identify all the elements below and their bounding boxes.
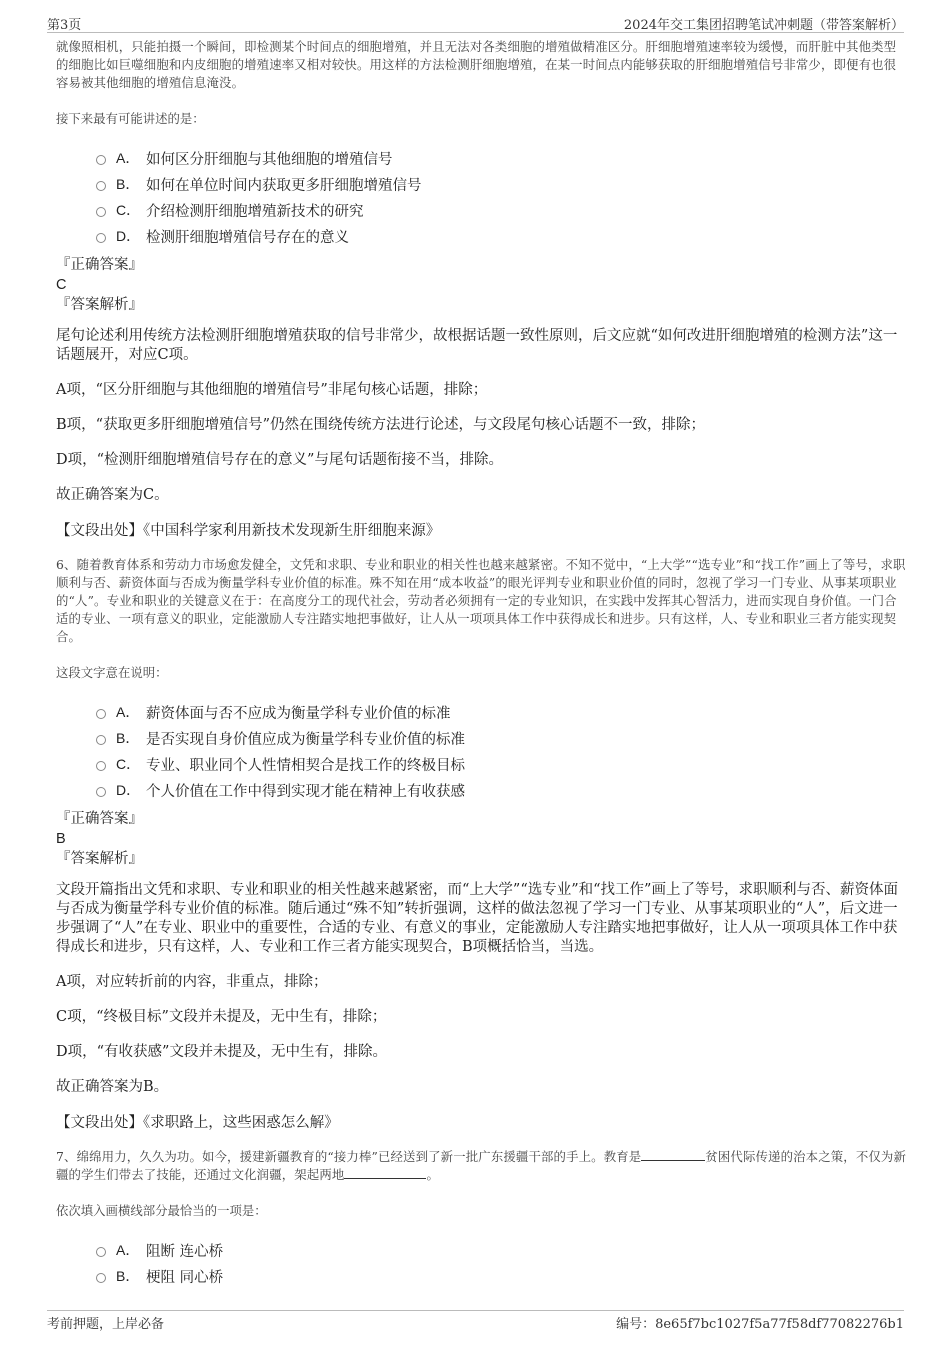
- question-6-source: 【文段出处】《求职路上，这些困惑怎么解》: [56, 1115, 339, 1131]
- question-5-option-c[interactable]: [96, 197, 906, 223]
- analysis-paragraph: 尾句论述利用传统方法检测肝细胞增殖获取的信号非常少，故根据话题一致性原则，后文应就“如何改进肝细胞增殖的检测方法”这一话题展开，对应C项。: [56, 328, 898, 363]
- question-5-options: [96, 145, 906, 249]
- analysis-label: 『答案解析』: [56, 297, 143, 313]
- radio-icon[interactable]: [96, 181, 106, 191]
- page-header: [0, 0, 950, 34]
- analysis-paragraph: B项，“获取更多肝细胞增殖信号”仍然在围绕传统方法进行论述，与文段尾句核心话题不一致，排除；: [56, 417, 705, 433]
- question-6-options: [96, 699, 906, 803]
- answer-label: 『正确答案』: [56, 811, 143, 827]
- answer-label: 『正确答案』: [56, 257, 143, 273]
- option-text: 介绍检测肝细胞增殖新技术的研究: [146, 203, 364, 220]
- question-5-prompt: 接下来最有可能讲述的是：: [56, 111, 205, 126]
- option-text: 如何区分肝细胞与其他细胞的增殖信号: [146, 151, 393, 168]
- footer-serial: 编号：8e65f7bc1027f5a77f58df77082276b1: [616, 1317, 904, 1332]
- radio-icon[interactable]: [96, 761, 106, 771]
- question-6-analysis: [56, 881, 906, 1097]
- radio-icon[interactable]: [96, 155, 106, 165]
- passage-text: 贫困代际传递的治本之策，不仅为新疆的学生们带去了技能，还通过文化润疆，架起两地: [56, 1149, 906, 1182]
- question-7-passage: [56, 1148, 906, 1184]
- option-letter: C．: [116, 202, 141, 218]
- option-text: 是否实现自身价值应成为衡量学科专业价值的标准: [146, 731, 465, 748]
- question-6-option-a[interactable]: [96, 699, 906, 725]
- option-text: 薪资体面与否不应成为衡量学科专业价值的标准: [146, 705, 451, 722]
- option-letter: B．: [116, 176, 140, 192]
- radio-icon[interactable]: [96, 233, 106, 243]
- option-letter: D．: [116, 228, 141, 244]
- question-5-option-b[interactable]: [96, 171, 906, 197]
- radio-icon[interactable]: [96, 1247, 106, 1257]
- footer-divider: [47, 1310, 904, 1311]
- fill-blank-2: [344, 1167, 426, 1179]
- passage-text: 。: [426, 1167, 439, 1182]
- question-7-prompt: 依次填入画横线部分最恰当的一项是：: [56, 1203, 267, 1218]
- page-number: 第3页: [47, 18, 82, 33]
- option-letter: D．: [116, 782, 141, 798]
- analysis-paragraph: 文段开篇指出文凭和求职、专业和职业的相关性越来越紧密，而“上大学”“选专业”和“找工作”画上了等号，求职顺利与否、薪资体面与否成为衡量学科专业价值的标准。随后通过“殊不知”转折强调，这样的做法忽视了学习一门专业、从事某项职业的“人”，后文进一步强调了“人”在专业、职业中的重要性，合适的专业、有意义的事业，定能激励人专注踏实地把事做好，让人从一项项具体工作中获得成长和进步，只有这样，人、专业和工作三者方能实现契合，B项概括恰当，当选。: [56, 882, 898, 955]
- option-letter: B．: [116, 1268, 140, 1284]
- question-6-option-d[interactable]: [96, 777, 906, 803]
- option-text: 梗阻 同心桥: [146, 1269, 224, 1286]
- radio-icon[interactable]: [96, 735, 106, 745]
- option-letter: B．: [116, 730, 140, 746]
- option-text: 如何在单位时间内获取更多肝细胞增殖信号: [146, 177, 422, 194]
- question-6: [56, 556, 906, 1133]
- analysis-paragraph: 故正确答案为B。: [56, 1079, 169, 1095]
- header-divider: [47, 32, 904, 33]
- passage-text: 7、绵绵用力，久久为功。如今，援建新疆教育的“接力棒”已经送到了新一批广东援疆干部的手上。教育是: [56, 1149, 642, 1164]
- option-text: 阻断 连心桥: [146, 1243, 224, 1260]
- answer-value: B: [56, 831, 66, 847]
- option-letter: C．: [116, 756, 141, 772]
- question-7-option-b[interactable]: [96, 1263, 906, 1289]
- option-text: 专业、职业同个人性情相契合是找工作的终极目标: [146, 757, 465, 774]
- radio-icon[interactable]: [96, 787, 106, 797]
- option-text: 检测肝细胞增殖信号存在的意义: [146, 229, 349, 246]
- document-title: 2024年交工集团招聘笔试冲刺题（带答案解析）: [623, 18, 904, 33]
- footer-slogan: 考前押题，上岸必备: [47, 1317, 165, 1332]
- analysis-paragraph: A项，“区分肝细胞与其他细胞的增殖信号”非尾句核心话题，排除；: [56, 382, 488, 398]
- question-5: [56, 38, 906, 541]
- question-5-analysis: [56, 327, 906, 505]
- answer-value: C: [56, 277, 67, 293]
- radio-icon[interactable]: [96, 709, 106, 719]
- option-letter: A．: [116, 704, 140, 720]
- option-letter: A．: [116, 1242, 140, 1258]
- question-6-option-b[interactable]: [96, 725, 906, 751]
- question-5-option-d[interactable]: [96, 223, 906, 249]
- question-6-passage: 6、随着教育体系和劳动力市场愈发健全，文凭和求职、专业和职业的相关性也越来越紧密。不知不觉中，“上大学”“选专业”和“找工作”画上了等号，求职顺利与否、薪资体面与否成为衡量学科专业价值的标准。殊不知在用“成本收益”的眼光评判专业和职业价值的同时，忽视了学习一门专业、从事某项职业的“人”。专业和职业的关键意义在于：在高度分工的现代社会，劳动者必须拥有一定的专业知识，在实践中发挥其心智活力，进而实现自身价值。一门合适的专业、一项有意义的职业，定能激励人专注踏实地把事做好，让人从一项项具体工作中获得成长和进步。只有这样，人、专业和职业三者方能实现契合。: [56, 557, 906, 644]
- option-letter: A．: [116, 150, 140, 166]
- analysis-paragraph: A项，对应转折前的内容，非重点，排除；: [56, 974, 328, 990]
- analysis-paragraph: 故正确答案为C。: [56, 487, 169, 503]
- radio-icon[interactable]: [96, 1273, 106, 1283]
- question-7-option-a[interactable]: [96, 1237, 906, 1263]
- fill-blank-1: [641, 1149, 705, 1161]
- question-5-source: 【文段出处】《中国科学家利用新技术发现新生肝细胞来源》: [56, 523, 441, 539]
- question-7: [56, 1148, 906, 1289]
- question-6-prompt: 这段文字意在说明：: [56, 665, 168, 680]
- analysis-paragraph: D项，“检测肝细胞增殖信号存在的意义”与尾句话题衔接不当，排除。: [56, 452, 503, 468]
- question-6-option-c[interactable]: [96, 751, 906, 777]
- analysis-label: 『答案解析』: [56, 851, 143, 867]
- option-text: 个人价值在工作中得到实现才能在精神上有收获感: [146, 783, 465, 800]
- question-7-options: [96, 1237, 906, 1289]
- analysis-paragraph: D项，“有收获感”文段并未提及，无中生有，排除。: [56, 1044, 387, 1060]
- page-content: [56, 38, 906, 1289]
- analysis-paragraph: C项，“终极目标”文段并未提及，无中生有，排除；: [56, 1009, 387, 1025]
- question-5-passage: 就像照相机，只能拍摄一个瞬间，即检测某个时间点的细胞增殖，并且无法对各类细胞的增殖做精准区分。肝细胞增殖速率较为缓慢，而肝脏中其他类型的细胞比如巨噬细胞和内皮细胞的增殖速率又相对较快。用这样的方法检测肝细胞增殖，在某一时间点内能够获取的肝细胞增殖信号非常少，即便有也很容易被其他细胞的增殖信息淹没。: [56, 39, 897, 90]
- radio-icon[interactable]: [96, 207, 106, 217]
- question-5-option-a[interactable]: [96, 145, 906, 171]
